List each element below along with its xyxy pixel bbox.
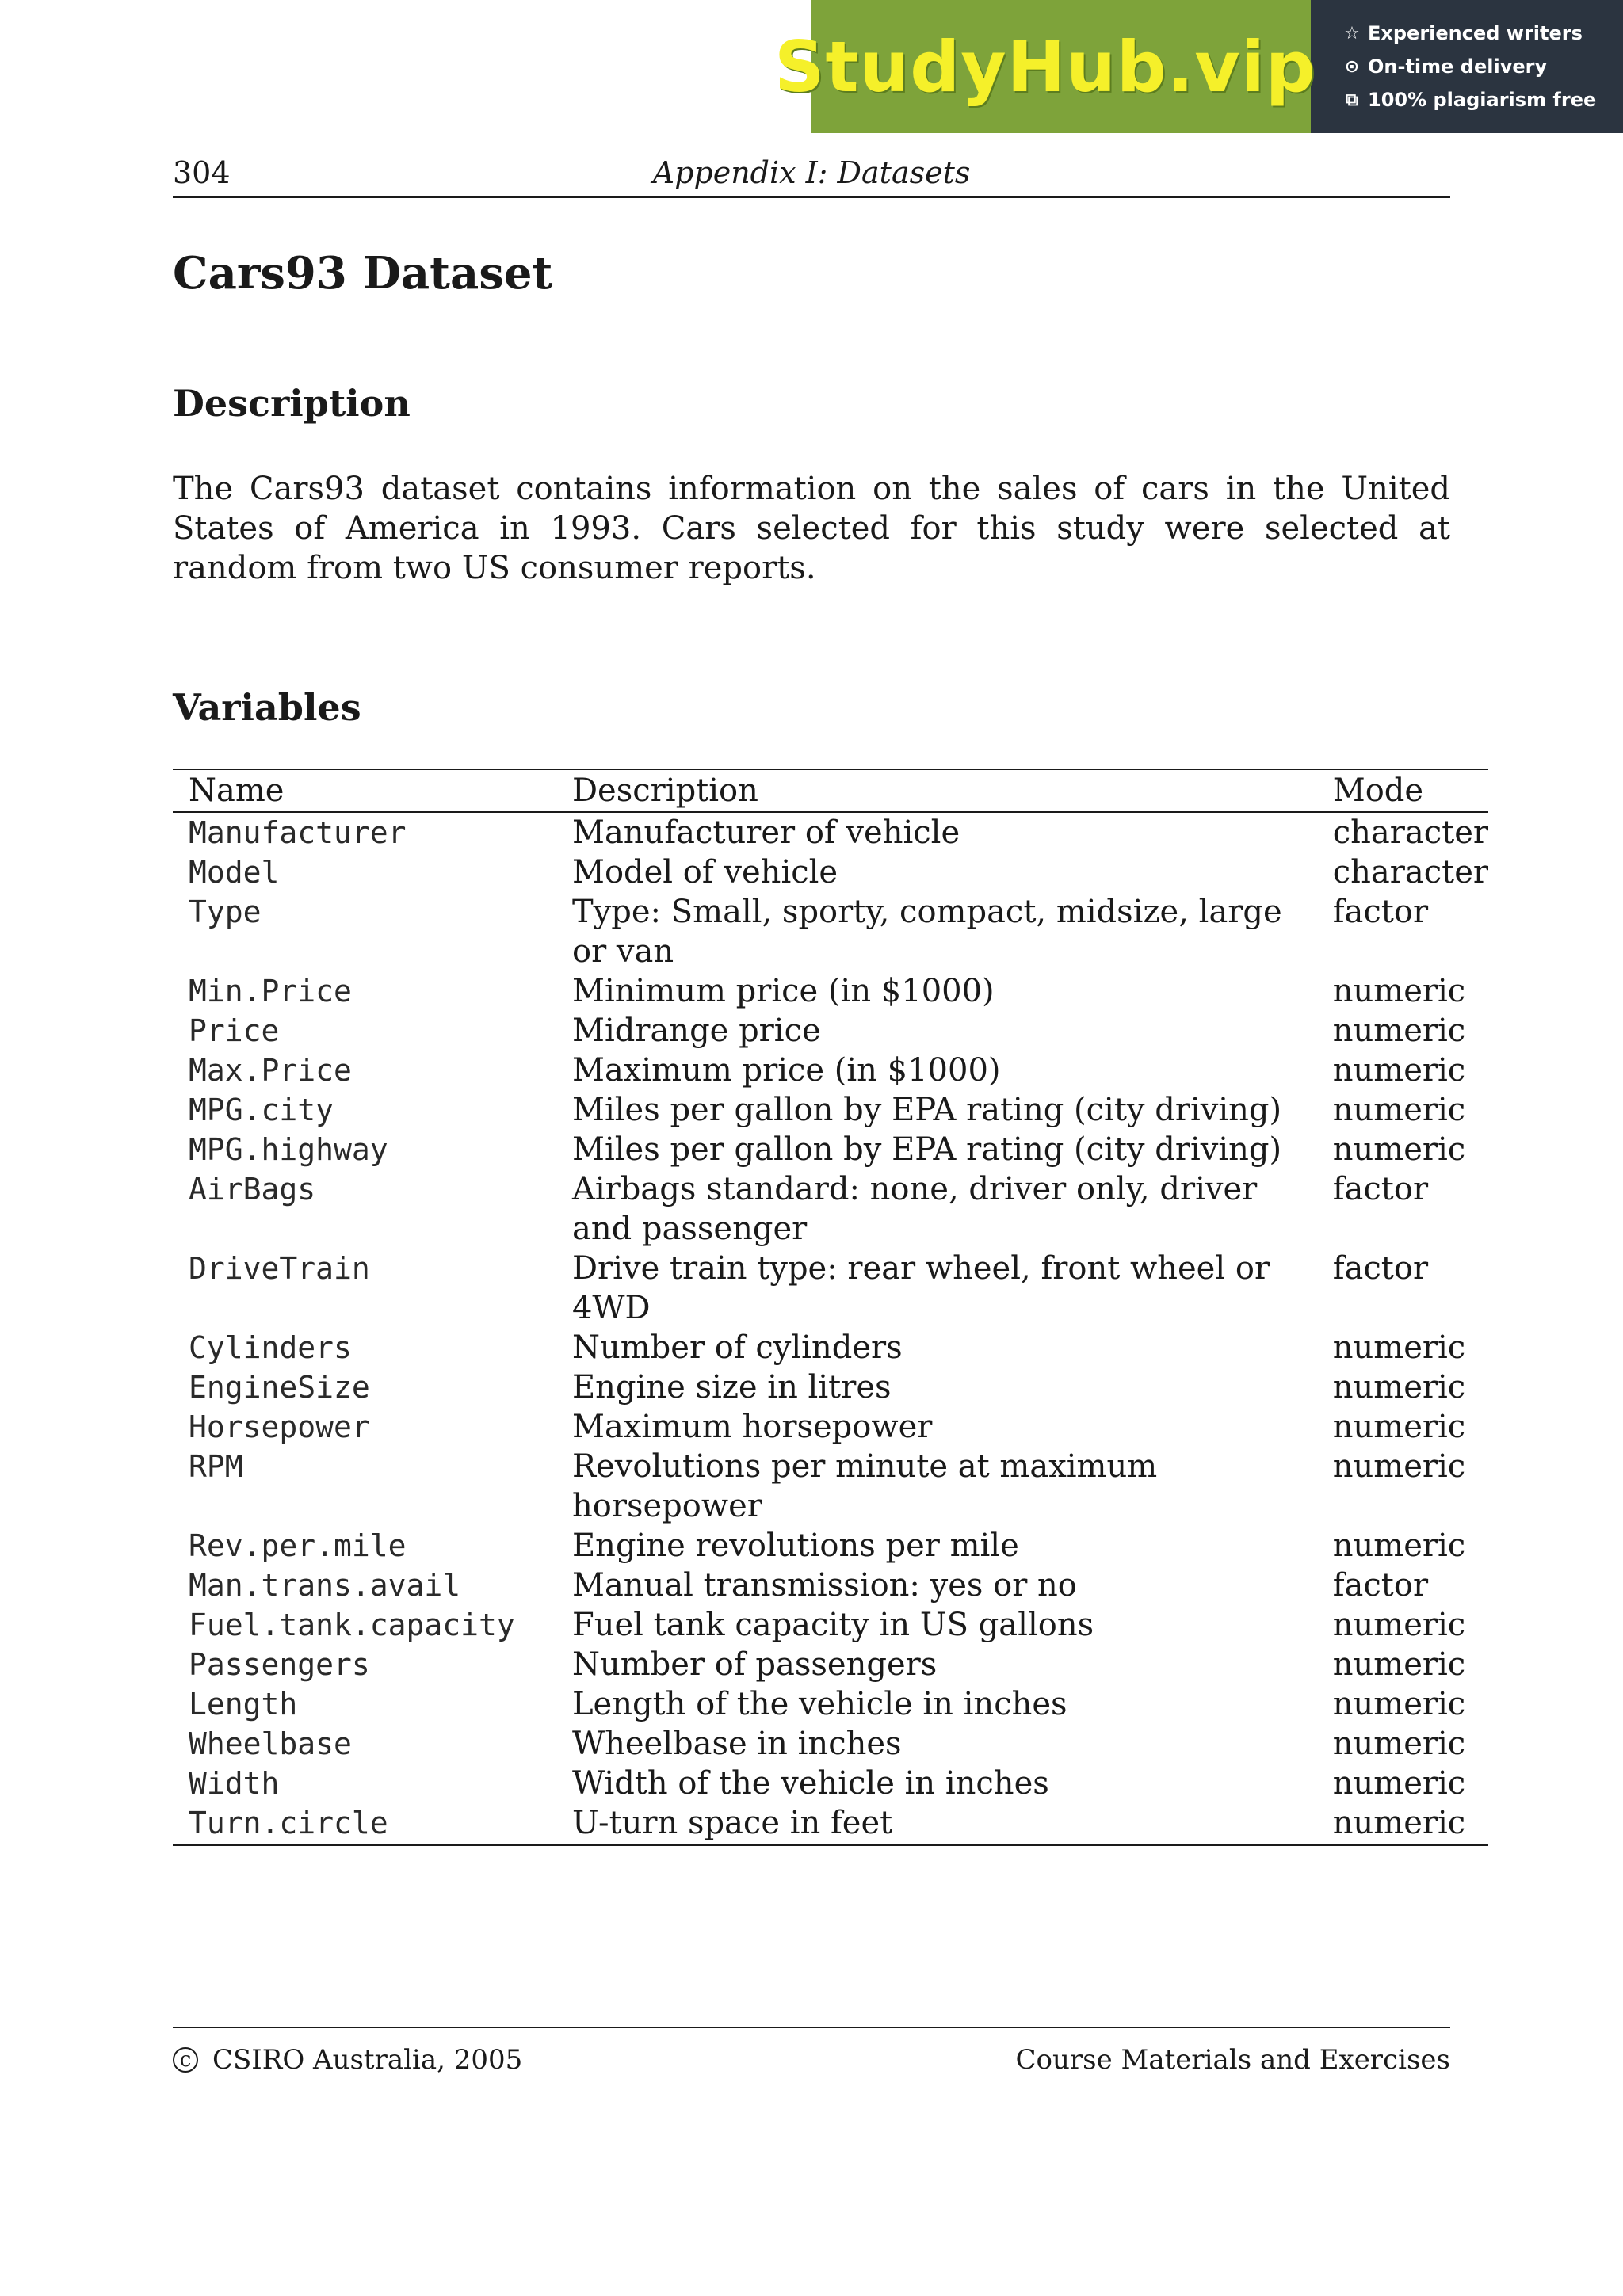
variable-name: AirBags: [189, 1172, 316, 1207]
variable-description: Number of cylinders: [571, 1329, 903, 1366]
variable-mode: numeric: [1332, 1646, 1466, 1683]
description-heading: Description: [173, 382, 411, 425]
variable-mode: numeric: [1332, 1052, 1466, 1089]
feature-experienced-writers: [1342, 21, 1623, 45]
variables-table: [173, 769, 1488, 1846]
table-row: [173, 1328, 1488, 1367]
variable-description: Width of the vehicle in inches: [571, 1765, 1049, 1802]
variable-name: Horsepower: [189, 1409, 370, 1444]
variable-mode: factor: [1332, 1567, 1429, 1604]
table-row: [173, 852, 1488, 892]
copyright-icon: c: [173, 2047, 198, 2073]
table-row: [173, 1011, 1488, 1051]
variable-description: Number of passengers: [571, 1646, 938, 1683]
star-icon: ☆: [1344, 23, 1360, 44]
table-row: [173, 1130, 1488, 1169]
variable-description: Midrange price: [571, 1013, 821, 1049]
banner-brand-area[interactable]: [774, 0, 1316, 133]
variable-mode: numeric: [1332, 1765, 1466, 1802]
variable-mode: numeric: [1332, 1092, 1466, 1128]
table-row: [173, 1645, 1488, 1684]
feature-on-time-delivery: [1342, 55, 1623, 78]
variable-mode: factor: [1332, 894, 1429, 930]
variable-name: Wheelbase: [189, 1726, 352, 1761]
variable-mode: character: [1332, 814, 1488, 851]
variable-mode: character: [1332, 854, 1488, 891]
table-row: [173, 1447, 1488, 1526]
variable-name: Cylinders: [189, 1330, 352, 1365]
feature-plagiarism-free: [1342, 88, 1623, 112]
variable-name: Type: [189, 894, 262, 929]
variable-name: Rev.per.mile: [189, 1528, 407, 1563]
clock-icon: ⊙: [1344, 56, 1360, 77]
variable-description: Miles per gallon by EPA rating (city driving): [571, 1092, 1282, 1128]
variable-description: Engine size in litres: [571, 1369, 892, 1405]
table-row: [173, 1249, 1488, 1328]
brand-logo[interactable]: StudyHub.vip: [774, 25, 1316, 108]
variable-description: Fuel tank capacity in US gallons: [571, 1607, 1094, 1643]
variables-heading: Variables: [173, 686, 361, 729]
table-row: [173, 1724, 1488, 1764]
variable-description: Miles per gallon by EPA rating (city driving): [571, 1131, 1282, 1168]
ad-banner[interactable]: [774, 0, 1623, 133]
table-row: [173, 1684, 1488, 1724]
copyright-text: CSIRO Australia, 2005: [212, 2044, 523, 2076]
description-text: The Cars93 dataset contains information on the sales of cars in the United States of America in 1993. Cars selected for this study were selected at random from two US consumer reports.: [173, 471, 1450, 586]
variable-name: Turn.circle: [173, 1803, 556, 1845]
variable-name: Passengers: [189, 1647, 370, 1682]
variable-mode: numeric: [1332, 1448, 1466, 1485]
copyright: [173, 2044, 522, 2076]
table-row: [173, 1367, 1488, 1407]
variable-name: EngineSize: [189, 1370, 370, 1405]
variable-mode: numeric: [1332, 1131, 1466, 1168]
variable-description: Revolutions per minute at maximum horsepower: [571, 1448, 1158, 1524]
variable-description: Minimum price (in $1000): [571, 973, 995, 1009]
variable-mode: numeric: [1332, 973, 1466, 1009]
variable-name: Man.trans.avail: [189, 1568, 461, 1603]
variable-description: Type: Small, sporty, compact, midsize, large or van: [571, 894, 1282, 970]
variable-description: Airbags standard: none, driver only, driver and passenger: [571, 1171, 1258, 1247]
variable-mode: numeric: [1332, 1686, 1466, 1722]
feature-label: 100% plagiarism free: [1368, 89, 1597, 111]
table-row: [173, 1090, 1488, 1130]
variable-mode: numeric: [1332, 1409, 1466, 1445]
column-header-description: Description: [556, 769, 1317, 812]
table-row: [173, 812, 1488, 852]
variable-name: Fuel.tank.capacity: [189, 1608, 515, 1642]
variable-name: Manufacturer: [189, 815, 407, 850]
page-number: 304: [173, 155, 231, 190]
variable-description: Maximum horsepower: [571, 1409, 933, 1445]
variable-description: Manufacturer of vehicle: [571, 814, 960, 851]
table-row: [173, 971, 1488, 1011]
variable-mode: factor: [1332, 1250, 1429, 1287]
variable-mode: numeric: [1332, 1013, 1466, 1049]
variable-mode: numeric: [1332, 1607, 1466, 1643]
variable-name: Model: [189, 855, 280, 890]
variable-description: Manual transmission: yes or no: [571, 1567, 1077, 1604]
page-footer: [173, 2027, 1450, 2076]
variable-name: MPG.highway: [189, 1132, 388, 1167]
course-title: Course Materials and Exercises: [1015, 2044, 1450, 2076]
table-row: [173, 1051, 1488, 1090]
variable-mode: numeric: [1332, 1726, 1466, 1762]
variable-name: Max.Price: [189, 1053, 352, 1088]
copy-icon: ⧉: [1346, 90, 1358, 110]
variable-name: Length: [189, 1687, 298, 1722]
variable-mode: numeric: [1332, 1527, 1466, 1564]
running-title: Appendix I: Datasets: [652, 155, 971, 190]
variable-description: Maximum price (in $1000): [571, 1052, 1001, 1089]
running-head: [173, 155, 1450, 198]
variable-description: U-turn space in feet: [556, 1803, 1317, 1845]
banner-features: [1311, 0, 1623, 133]
table-body: [173, 812, 1488, 1845]
variable-mode: factor: [1332, 1171, 1429, 1207]
variable-description: Drive train type: rear wheel, front wheel or 4WD: [571, 1250, 1270, 1326]
variable-mode: numeric: [1332, 1329, 1466, 1366]
variable-name: Width: [189, 1766, 280, 1801]
table-row: [173, 1526, 1488, 1566]
variable-description: Model of vehicle: [571, 854, 838, 891]
variable-name: MPG.city: [189, 1093, 334, 1127]
variable-name: Price: [189, 1013, 280, 1048]
variable-name: RPM: [189, 1449, 243, 1484]
variable-description: Engine revolutions per mile: [571, 1527, 1019, 1564]
feature-label: On-time delivery: [1368, 55, 1548, 78]
table-row: [173, 1566, 1488, 1605]
variable-name: DriveTrain: [189, 1251, 370, 1286]
column-header-name: Name: [173, 769, 556, 812]
variable-description: Wheelbase in inches: [571, 1726, 902, 1762]
variable-mode: numeric: [1317, 1803, 1488, 1845]
variable-mode: numeric: [1332, 1369, 1466, 1405]
table-row: [173, 1407, 1488, 1447]
table-header-row: [173, 769, 1488, 812]
table-row: [173, 1803, 1488, 1845]
page-title: Cars93 Dataset: [173, 247, 553, 299]
table-row: [173, 1764, 1488, 1803]
feature-label: Experienced writers: [1368, 22, 1583, 44]
table-row: [173, 1169, 1488, 1249]
table-row: [173, 892, 1488, 971]
variable-description: Length of the vehicle in inches: [571, 1686, 1067, 1722]
table-row: [173, 1605, 1488, 1645]
variable-name: Min.Price: [189, 974, 352, 1009]
column-header-mode: Mode: [1317, 769, 1488, 812]
